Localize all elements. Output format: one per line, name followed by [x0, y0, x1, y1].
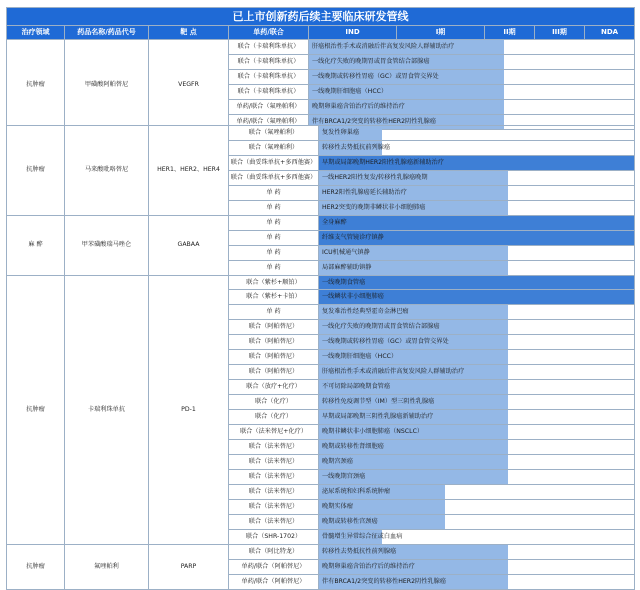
progress-bar: 肝癌根治性手术或消融后伴高复发风险人群辅助治疗 — [309, 40, 504, 54]
progress-bar: 不可切除局部晚期食管癌 — [319, 380, 508, 394]
progress-bar: 一线HER2阳性复发/转移性乳腺癌晚期 — [319, 171, 508, 185]
progress-bar: 全身麻醉 — [319, 216, 634, 230]
progress-bar: 一线晚期或转移性胃癌（GC）或胃食管交界处 — [319, 335, 508, 349]
drug-name-cell: 甲磺酸阿帕替尼 — [65, 40, 149, 130]
progress-bar: HER2突变的晚期非鳞状非小细胞肺癌 — [319, 201, 508, 215]
route-cell: 联合（紫杉+顺铂） — [229, 275, 319, 290]
progress-bar: HER2阳性乳腺癌延长辅助治疗 — [319, 186, 508, 200]
route-cell: 联合（法米替尼） — [229, 469, 319, 484]
col-header-nda: NDA — [585, 26, 635, 40]
route-cell: 联合（化疗） — [229, 410, 319, 425]
target-cell: PD-1 — [149, 275, 229, 544]
progress-bar: 一线鳞状非小细胞肺癌 — [319, 290, 634, 304]
column-headers — [7, 26, 635, 40]
progress-cell — [319, 514, 635, 529]
route-cell: 联合（氟唑帕利） — [229, 140, 319, 155]
progress-cell — [319, 170, 635, 185]
progress-cell — [319, 425, 635, 440]
pipeline-row — [7, 40, 635, 55]
progress-bar: 骨髓增生异常综合征或白血病 — [319, 530, 382, 544]
drug-name-cell: 氟唑帕利 — [65, 544, 149, 589]
route-cell: 联合（卡瑞利珠单抗） — [229, 85, 309, 100]
drug-name-cell: 甲苯磺酸瑞马唑仑 — [65, 215, 149, 275]
progress-bar: 晚期或转移性宫颈癌 — [319, 515, 445, 529]
pipeline-row — [7, 544, 635, 559]
progress-cell — [319, 410, 635, 425]
col-header-target: 靶 点 — [149, 26, 229, 40]
route-cell: 单药/联合（氟唑帕利） — [229, 115, 309, 130]
route-cell: 联合（阿帕替尼） — [229, 320, 319, 335]
progress-bar: 一线晚期或转移性胃癌（GC）或胃食管交界处 — [309, 70, 504, 84]
progress-cell — [319, 185, 635, 200]
progress-bar: 一线化疗失败的晚期胃或胃食管结合部腺癌 — [319, 320, 508, 334]
progress-cell — [319, 140, 635, 155]
progress-cell — [319, 155, 635, 170]
route-cell: 联合（阿帕替尼） — [229, 335, 319, 350]
col-header-drug: 药品名称/药品代号 — [65, 26, 149, 40]
progress-bar: 局部麻醉辅助镇静 — [319, 261, 508, 275]
col-header-phase3: III期 — [535, 26, 585, 40]
drug-name-cell: 马来酸吡咯替尼 — [65, 126, 149, 216]
progress-cell — [319, 440, 635, 455]
route-cell: 联合（卡瑞利珠单抗） — [229, 70, 309, 85]
route-cell: 联合（化疗） — [229, 395, 319, 410]
progress-cell — [319, 529, 635, 544]
progress-cell — [319, 230, 635, 245]
therapy-area-cell: 抗肿瘤 — [7, 126, 65, 216]
route-cell: 联合（曲妥珠单抗+多西他赛） — [229, 170, 319, 185]
route-cell: 联合（卡瑞利珠单抗） — [229, 40, 309, 55]
route-cell: 单 药 — [229, 200, 319, 215]
progress-cell — [319, 126, 635, 141]
progress-bar: 转移性去势抵抗前列腺癌 — [319, 141, 382, 155]
progress-cell — [319, 544, 635, 559]
progress-cell — [319, 245, 635, 260]
route-cell: 联合（SHR-1702） — [229, 529, 319, 544]
progress-cell — [319, 215, 635, 230]
drug-name-cell: 卡瑞利珠单抗 — [65, 275, 149, 544]
progress-bar: ICU机械通气镇静 — [319, 246, 508, 260]
progress-cell — [309, 70, 635, 85]
progress-bar: 晚期宫颈癌 — [319, 455, 508, 469]
progress-bar: 一线化疗失败的晚期胃或胃食管结合部腺癌 — [309, 55, 504, 69]
progress-bar: 一线晚期宫颈癌 — [319, 470, 508, 484]
progress-cell — [319, 454, 635, 469]
route-cell: 联合（放疗+化疗） — [229, 380, 319, 395]
target-cell: HER1、HER2、HER4 — [149, 126, 229, 216]
progress-bar: 肝癌根治性手术或消融后伴高复发风险人群辅助治疗 — [319, 365, 508, 379]
route-cell: 单 药 — [229, 185, 319, 200]
progress-cell — [319, 260, 635, 275]
col-header-area: 治疗领域 — [7, 26, 65, 40]
route-cell: 联合（法米替尼） — [229, 454, 319, 469]
page-title: 已上市创新药后续主要临床研发管线 — [7, 8, 635, 26]
route-cell: 联合（阿帕替尼） — [229, 365, 319, 380]
progress-bar: 晚期非鳞状非小细胞肺癌（NSCLC） — [319, 425, 508, 439]
progress-cell — [309, 100, 635, 115]
progress-cell — [319, 200, 635, 215]
route-cell: 单药/联合（氟唑帕利） — [229, 100, 309, 115]
therapy-area-cell: 抗肿瘤 — [7, 544, 65, 589]
progress-cell — [319, 380, 635, 395]
pipeline-table-top — [6, 7, 635, 130]
col-header-ind: IND — [309, 26, 397, 40]
progress-cell — [319, 484, 635, 499]
route-cell: 单药/联合（阿帕替尼） — [229, 559, 319, 574]
progress-cell — [319, 469, 635, 484]
progress-bar: 晚期实体瘤 — [319, 500, 445, 514]
route-cell: 联合（法米替尼） — [229, 484, 319, 499]
progress-bar: 一线晚期肝细胞癌（HCC） — [319, 350, 508, 364]
route-cell: 联合（曲妥珠单抗+多西他赛） — [229, 155, 319, 170]
progress-bar: 伴有BRCA1/2突变的转移性HER2阴性乳腺癌 — [319, 575, 508, 589]
route-cell: 单 药 — [229, 305, 319, 320]
progress-cell — [309, 85, 635, 100]
progress-bar: 晚期卵巢癌含铂治疗后的维持治疗 — [319, 560, 508, 574]
progress-cell — [319, 335, 635, 350]
target-cell: PARP — [149, 544, 229, 589]
col-header-phase2: II期 — [485, 26, 535, 40]
progress-cell — [319, 365, 635, 380]
route-cell: 联合（法米替尼） — [229, 499, 319, 514]
progress-bar: 伴有BRCA1/2突变的转移性HER2阴性乳腺癌 — [309, 115, 504, 129]
progress-bar: 晚期卵巢癌含铂治疗后的维持治疗 — [309, 100, 504, 114]
progress-bar: 复发难治性经典型霍奇金淋巴瘤 — [319, 305, 508, 319]
progress-bar: 复发性卵巢癌 — [319, 126, 382, 140]
route-cell: 单 药 — [229, 245, 319, 260]
progress-cell — [309, 55, 635, 70]
progress-bar: 泌尿系统和妇科系统肿瘤 — [319, 485, 445, 499]
route-cell: 单 药 — [229, 230, 319, 245]
route-cell: 联合（氟唑帕利） — [229, 126, 319, 141]
route-cell: 联合（阿帕替尼） — [229, 350, 319, 365]
pipeline-table-bottom — [6, 125, 635, 590]
route-cell: 联合（法米替尼） — [229, 514, 319, 529]
progress-bar: 转移性免疫调节型（IM）型三阴性乳腺癌 — [319, 395, 508, 409]
progress-cell — [319, 499, 635, 514]
progress-cell — [319, 305, 635, 320]
progress-cell — [319, 559, 635, 574]
therapy-area-cell: 麻 醉 — [7, 215, 65, 275]
route-cell: 联合（紫杉+卡铂） — [229, 290, 319, 305]
progress-cell — [319, 395, 635, 410]
route-cell: 联合（法米替尼） — [229, 440, 319, 455]
route-cell: 联合（阿比特龙） — [229, 544, 319, 559]
progress-bar: 一线晚期肝细胞癌（HCC） — [309, 85, 504, 99]
therapy-area-cell: 抗肿瘤 — [7, 275, 65, 544]
pipeline-row — [7, 215, 635, 230]
progress-cell — [309, 40, 635, 55]
route-cell: 联合（法米替尼+化疗） — [229, 425, 319, 440]
progress-bar: 一线晚期食管癌 — [319, 276, 634, 290]
progress-cell — [319, 290, 635, 305]
route-cell: 单 药 — [229, 260, 319, 275]
therapy-area-cell: 抗肿瘤 — [7, 40, 65, 130]
progress-bar: 早期或局部晚期三阴性乳腺癌新辅助治疗 — [319, 410, 508, 424]
target-cell: VEGFR — [149, 40, 229, 130]
target-cell: GABAA — [149, 215, 229, 275]
progress-cell — [319, 275, 635, 290]
route-cell: 联合（卡瑞利珠单抗） — [229, 55, 309, 70]
col-header-phase1: I期 — [397, 26, 485, 40]
progress-cell — [319, 320, 635, 335]
progress-bar: 晚期或转移性肾细胞癌 — [319, 440, 508, 454]
pipeline-row — [7, 275, 635, 290]
progress-bar: 转移性去势抵抗性前列腺癌 — [319, 545, 508, 559]
route-cell: 单 药 — [229, 215, 319, 230]
col-header-route: 单药/联合 — [229, 26, 309, 40]
pipeline-row — [7, 126, 635, 141]
route-cell: 单药/联合（阿帕替尼） — [229, 574, 319, 589]
progress-bar: 纤维支气管镜诊疗镇静 — [319, 231, 634, 245]
progress-cell — [319, 574, 635, 589]
progress-bar: 早期或局部晚期HER2阳性乳腺癌新辅助治疗 — [319, 156, 634, 170]
progress-cell — [319, 350, 635, 365]
